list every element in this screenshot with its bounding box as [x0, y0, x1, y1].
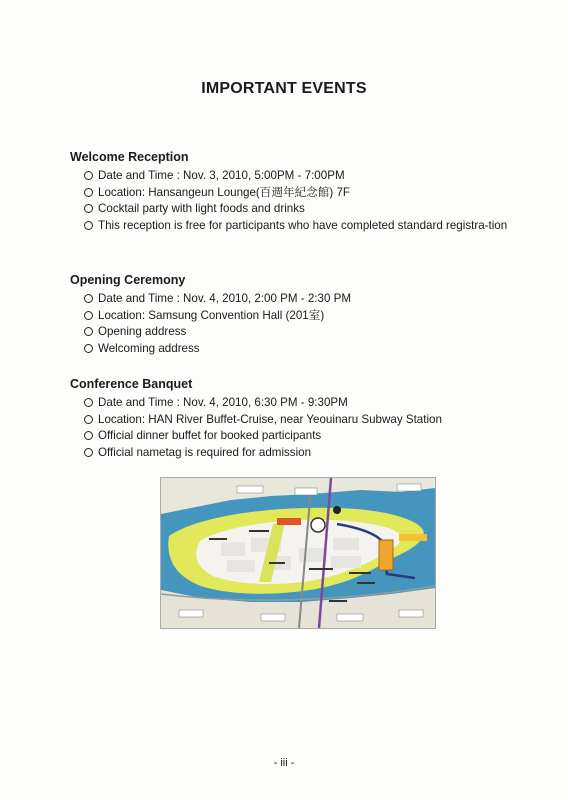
list-item: Location: HAN River Buffet-Cruise, near Yeouinaru Subway Station [84, 412, 530, 429]
list-item: Location: Samsung Convention Hall (201室) [84, 308, 530, 325]
list-item: Location: Hansangeun Lounge(百週年紀念館) 7F [84, 185, 530, 202]
list-item: Date and Time : Nov. 4, 2010, 6:30 PM - 9:30PM [84, 395, 530, 412]
circle-bullet-icon [84, 171, 93, 180]
circle-bullet-icon [84, 344, 93, 353]
label-box [399, 534, 427, 541]
section-opening-ceremony [70, 273, 530, 357]
section-heading: Welcome Reception [70, 150, 189, 164]
list-item: Opening address [84, 324, 530, 341]
map-graphic [161, 478, 435, 628]
section-conference-banquet [70, 377, 530, 461]
page-number: - iii - [273, 757, 295, 769]
list-item: Date and Time : Nov. 3, 2010, 5:00PM - 7:00PM [84, 168, 530, 185]
list-item: Official dinner buffet for booked participants [84, 428, 530, 445]
page-title: IMPORTANT EVENTS [201, 80, 367, 97]
destination-marker [379, 540, 393, 570]
circle-bullet-icon [84, 398, 93, 407]
list-item: Welcoming address [84, 341, 530, 358]
circle-bullet-icon [84, 415, 93, 424]
circle-bullet-icon [84, 431, 93, 440]
circle-bullet-icon [84, 188, 93, 197]
label-box [277, 518, 301, 525]
location-map [160, 477, 436, 629]
list-item: This reception is free for participants who have completed standard registra-tion [84, 218, 513, 235]
circle-bullet-icon [84, 294, 93, 303]
section-heading: Conference Banquet [70, 377, 193, 391]
circle-bullet-icon [84, 327, 93, 336]
station-marker-icon [311, 518, 325, 532]
circle-bullet-icon [84, 221, 93, 230]
location-pin-icon [333, 506, 341, 514]
list-item: Official nametag is required for admission [84, 445, 530, 462]
list-item: Cocktail party with light foods and drinks [84, 201, 530, 218]
circle-bullet-icon [84, 448, 93, 457]
list-item: Date and Time : Nov. 4, 2010, 2:00 PM - 2:30 PM [84, 291, 530, 308]
circle-bullet-icon [84, 311, 93, 320]
circle-bullet-icon [84, 204, 93, 213]
section-welcome-reception [70, 150, 530, 234]
section-heading: Opening Ceremony [70, 273, 186, 287]
